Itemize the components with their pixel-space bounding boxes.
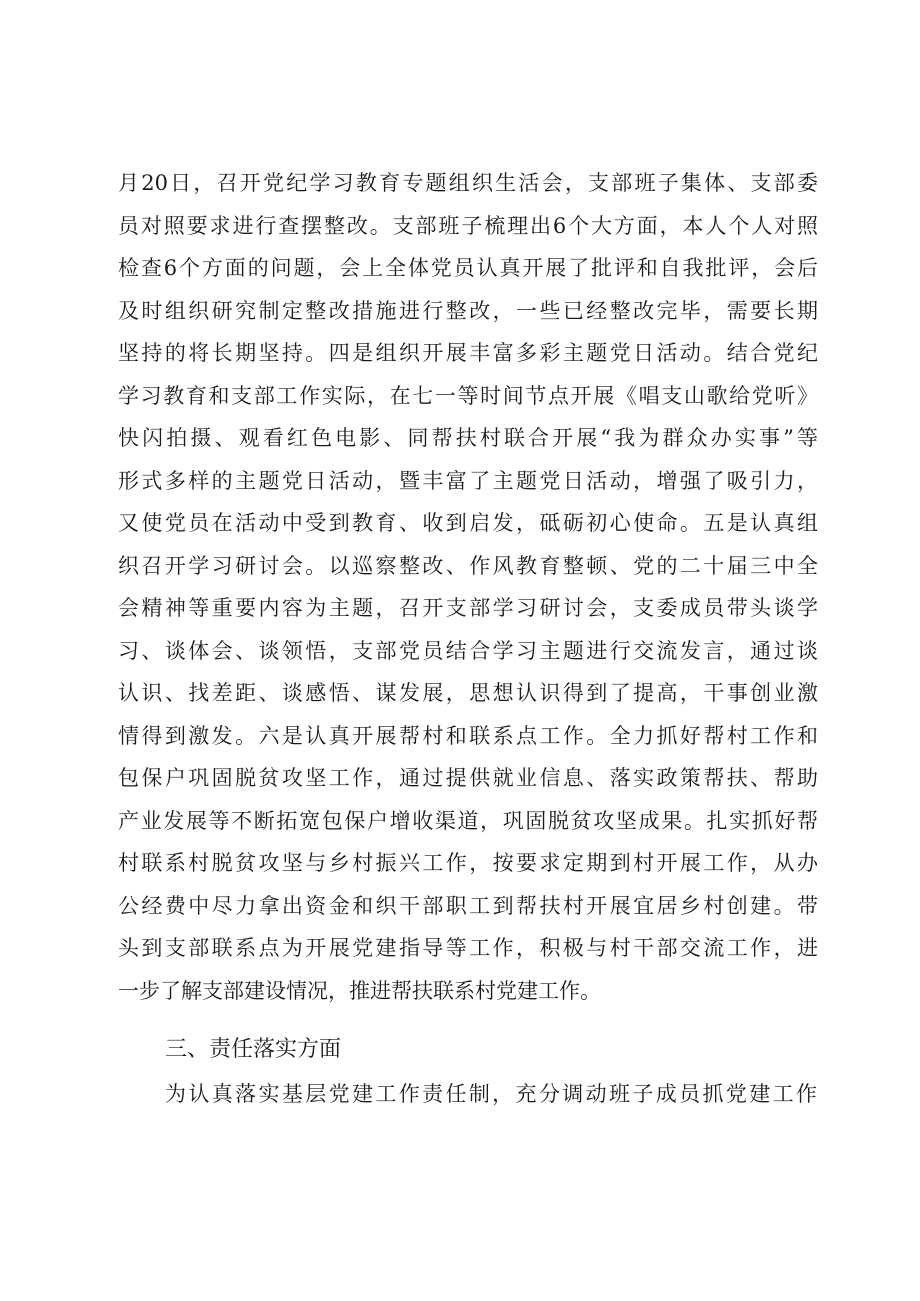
section-heading: 三、责任落实方面 [165, 1037, 342, 1062]
next-paragraph-line: 为认真落实基层党建工作责任制，充分调动班子成员抓党建工作 [165, 1082, 817, 1106]
body-paragraph [118, 162, 818, 1012]
paragraph-line: 产业发展等不断拓宽包保户增收渠道，巩固脱贫攻坚成果。扎实抓好帮 [118, 808, 818, 833]
paragraph-line: 检查6个方面的问题，会上全体党员认真开展了批评和自我批评，会后 [118, 256, 818, 280]
paragraph-line: 坚持的将长期坚持。四是组织开展丰富多彩主题党日活动。结合党纪 [118, 341, 818, 365]
paragraph-line: 及时组织研究制定整改措施进行整改，一些已经整改完毕，需要长期 [118, 298, 818, 323]
paragraph-line: 头到支部联系点为开展党建指导等工作，积极与村干部交流工作，进 [118, 936, 818, 960]
paragraph-line: 认识、找差距、谈感悟、谋发展，思想认识得到了提高，干事创业激 [118, 681, 818, 705]
paragraph-line: 月20日，召开党纪学习教育专题组织生活会，支部班子集体、支部委 [118, 171, 818, 195]
paragraph-line: 村联系村脱贫攻坚与乡村振兴工作，按要求定期到村开展工作，从办 [118, 851, 818, 875]
paragraph-line: 织召开学习研讨会。以巡察整改、作风教育整顿、党的二十届三中全 [118, 553, 818, 578]
paragraph-line: 形式多样的主题党日活动，暨丰富了主题党日活动，增强了吸引力， [118, 468, 818, 493]
paragraph-line: 又使党员在活动中受到教育、收到启发，砥砺初心使命。五是认真组 [118, 511, 818, 535]
paragraph-line: 包保户巩固脱贫攻坚工作，通过提供就业信息、落实政策帮扶、帮助 [118, 766, 818, 790]
paragraph-line: 学习教育和支部工作实际，在七一等时间节点开展《唱支山歌给党听》 [118, 383, 818, 408]
paragraph-line: 一步了解支部建设情况，推进帮扶联系村党建工作。 [118, 978, 601, 1003]
paragraph-line: 公经费中尽力拿出资金和织干部职工到帮扶村开展宜居乡村创建。带 [118, 893, 818, 918]
paragraph-line: 员对照要求进行查摆整改。支部班子梳理出6个大方面，本人个人对照 [118, 213, 818, 238]
paragraph-line: 习、谈体会、谈领悟，支部党员结合学习主题进行交流发言，通过谈 [118, 638, 818, 663]
paragraph-line: 快闪拍摄、观看红色电影、同帮扶村联合开展“我为群众办实事”等 [118, 426, 818, 450]
paragraph-line: 会精神等重要内容为主题，召开支部学习研讨会，支委成员带头谈学 [118, 596, 818, 620]
paragraph-line: 情得到激发。六是认真开展帮村和联系点工作。全力抓好帮村工作和 [118, 723, 818, 748]
